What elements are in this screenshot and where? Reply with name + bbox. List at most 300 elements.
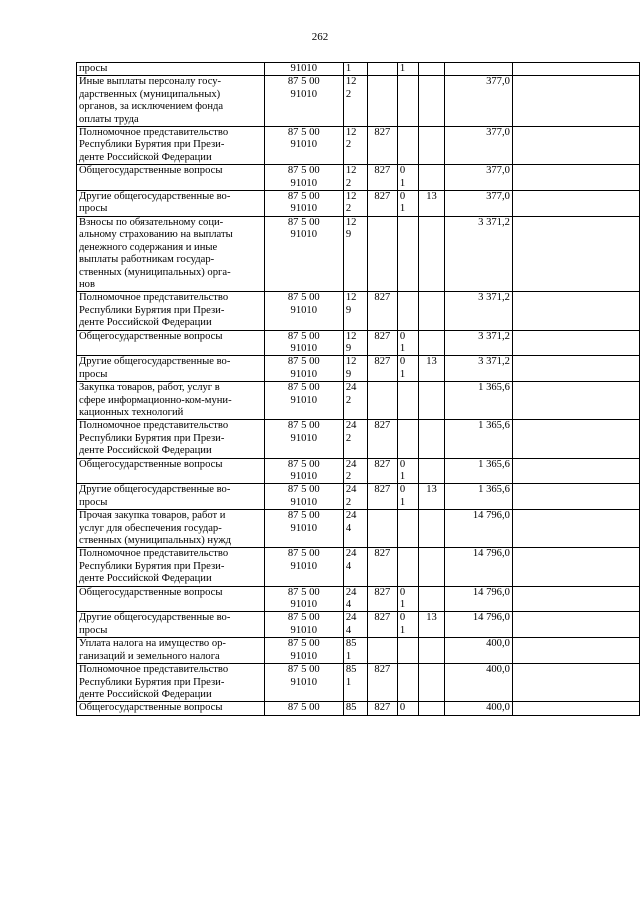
cell-name-line: органов, за исключением фонда	[79, 101, 224, 113]
cell-target-code	[264, 165, 343, 191]
cell-subsection: 13	[418, 612, 445, 638]
cell-target-code	[264, 420, 343, 458]
cell-extra	[512, 420, 639, 458]
cell-section	[397, 127, 418, 165]
cell-expense-type-line: 2	[345, 177, 352, 189]
cell-expense-type-line: 4	[345, 599, 352, 611]
table-row	[77, 484, 640, 510]
cell-name-line: Взносы по обязательному соци-	[79, 216, 224, 228]
cell-administrator: 827	[367, 484, 397, 510]
cell-section	[397, 191, 418, 217]
cell-name	[77, 458, 265, 484]
cell-section	[397, 484, 418, 510]
cell-expense-type-line: 9	[345, 304, 352, 316]
cell-name	[77, 76, 265, 127]
cell-subsection	[418, 382, 445, 420]
cell-target-code-line: 91010	[290, 432, 317, 444]
cell-section	[397, 638, 418, 664]
cell-section-line: 1	[399, 63, 406, 74]
cell-name-line: Полномочное представительство	[79, 548, 229, 560]
cell-section	[397, 458, 418, 484]
cell-target-code-line: 87 5 00	[287, 165, 320, 177]
cell-expense-type	[343, 664, 367, 702]
table-row	[77, 702, 640, 715]
cell-target-code-line: 91010	[290, 304, 317, 316]
cell-amount: 3 371,2	[445, 330, 513, 356]
cell-target-code-line: 87 5 00	[287, 638, 320, 650]
cell-extra	[512, 63, 639, 76]
cell-name	[77, 356, 265, 382]
cell-expense-type-line: 12	[345, 165, 357, 177]
page-number: 262	[311, 31, 329, 43]
cell-expense-type-line: 2	[345, 394, 352, 406]
cell-extra	[512, 216, 639, 291]
cell-target-code	[264, 586, 343, 612]
cell-target-code-line: 91010	[290, 560, 317, 572]
cell-name-line: Полномочное представительство	[79, 292, 229, 304]
cell-name-line: выплаты работникам государ-	[79, 254, 215, 266]
cell-target-code-line: 91010	[290, 203, 317, 215]
cell-administrator	[367, 510, 397, 548]
cell-target-code-line: 87 5 00	[287, 216, 320, 228]
cell-name-line: услуг для обеспечения государ-	[79, 522, 222, 534]
cell-extra	[512, 76, 639, 127]
cell-name-line: денте Российской Федерации	[79, 445, 212, 457]
cell-expense-type-line: 24	[345, 612, 357, 624]
table-row	[77, 510, 640, 548]
table-body	[77, 63, 640, 716]
cell-name-line: Прочая закупка товаров, работ и	[79, 510, 226, 522]
cell-name-line: оплаты труда	[79, 113, 139, 125]
cell-section	[397, 702, 418, 715]
cell-amount: 1 365,6	[445, 382, 513, 420]
cell-name-line: Другие общегосударственные во-	[79, 191, 231, 203]
cell-section	[397, 216, 418, 291]
cell-name-line: Другие общегосударственные во-	[79, 484, 231, 496]
cell-name-line: Общегосударственные вопросы	[79, 586, 223, 598]
cell-target-code-line: 91010	[290, 177, 317, 189]
cell-name	[77, 510, 265, 548]
cell-target-code	[264, 484, 343, 510]
cell-amount: 3 371,2	[445, 356, 513, 382]
cell-section-line: 1	[399, 177, 406, 189]
table-row	[77, 664, 640, 702]
cell-subsection	[418, 664, 445, 702]
cell-subsection	[418, 702, 445, 715]
cell-section-line: 0	[399, 586, 406, 598]
cell-target-code-line: 87 5 00	[287, 191, 320, 203]
cell-extra	[512, 510, 639, 548]
cell-expense-type	[343, 586, 367, 612]
cell-section	[397, 292, 418, 330]
cell-subsection	[418, 165, 445, 191]
cell-name	[77, 548, 265, 586]
cell-expense-type	[343, 216, 367, 291]
cell-name-line: Закупка товаров, работ, услуг в	[79, 382, 220, 394]
cell-expense-type	[343, 292, 367, 330]
cell-name-line: просы	[79, 496, 108, 508]
cell-target-code-line: 87 5 00	[287, 127, 320, 139]
cell-expense-type-line: 85	[345, 664, 357, 676]
cell-expense-type	[343, 127, 367, 165]
cell-target-code-line: 87 5 00	[287, 420, 320, 432]
budget-table	[76, 62, 640, 716]
cell-subsection	[418, 76, 445, 127]
cell-subsection	[418, 586, 445, 612]
cell-section-line: 0	[399, 612, 406, 624]
cell-name-line: просы	[79, 203, 108, 215]
cell-target-code-line: 91010	[290, 650, 317, 662]
cell-extra	[512, 356, 639, 382]
cell-administrator: 827	[367, 165, 397, 191]
cell-target-code-line: 87 5 00	[287, 292, 320, 304]
cell-name	[77, 638, 265, 664]
cell-name-line: денте Российской Федерации	[79, 151, 212, 163]
cell-section	[397, 586, 418, 612]
cell-name-line: альному страхованию на выплаты	[79, 229, 233, 241]
cell-section-line: 1	[399, 624, 406, 636]
cell-name-line: денте Российской Федерации	[79, 317, 212, 329]
cell-name-line: Уплата налога на имущество ор-	[79, 638, 226, 650]
cell-amount: 14 796,0	[445, 510, 513, 548]
cell-section-line: 0	[399, 356, 406, 368]
table-row	[77, 356, 640, 382]
cell-expense-type-line: 1	[345, 676, 352, 688]
cell-amount: 377,0	[445, 127, 513, 165]
cell-expense-type-line: 12	[345, 127, 357, 139]
cell-section	[397, 382, 418, 420]
cell-name	[77, 330, 265, 356]
cell-subsection	[418, 330, 445, 356]
cell-name-line: Республики Бурятия при Прези-	[79, 304, 225, 316]
cell-subsection: 13	[418, 191, 445, 217]
cell-expense-type-line: 24	[345, 420, 357, 432]
cell-name-line: Республики Бурятия при Прези-	[79, 139, 225, 151]
cell-expense-type-line: 2	[345, 471, 352, 482]
table-row	[77, 548, 640, 586]
cell-section	[397, 548, 418, 586]
cell-section	[397, 165, 418, 191]
cell-subsection	[418, 458, 445, 484]
cell-target-code-line: 91010	[290, 676, 317, 688]
cell-name-line: Полномочное представительство	[79, 420, 229, 432]
cell-target-code-line: 91010	[290, 394, 317, 406]
cell-administrator: 827	[367, 330, 397, 356]
cell-target-code	[264, 664, 343, 702]
table-row	[77, 292, 640, 330]
table-row	[77, 458, 640, 484]
cell-name-line: Общегосударственные вопросы	[79, 330, 223, 342]
cell-expense-type-line: 2	[345, 88, 352, 100]
cell-expense-type-line: 24	[345, 510, 357, 522]
cell-section	[397, 356, 418, 382]
cell-target-code-line: 91010	[290, 522, 317, 534]
cell-target-code-line: 87 5 00	[287, 664, 320, 676]
cell-expense-type	[343, 356, 367, 382]
table-row	[77, 330, 640, 356]
cell-name-line: Общегосударственные вопросы	[79, 458, 223, 470]
cell-target-code	[264, 612, 343, 638]
table-row	[77, 76, 640, 127]
cell-expense-type	[343, 638, 367, 664]
cell-expense-type-line: 4	[345, 560, 352, 572]
cell-expense-type-line: 12	[345, 191, 357, 203]
cell-administrator	[367, 638, 397, 664]
cell-name	[77, 127, 265, 165]
cell-target-code-line: 91010	[290, 342, 317, 354]
cell-target-code-line: 91010	[290, 139, 317, 151]
cell-administrator	[367, 382, 397, 420]
cell-target-code-line: 87 5 00	[287, 356, 320, 368]
cell-administrator: 827	[367, 586, 397, 612]
cell-expense-type-line: 2	[345, 139, 352, 151]
cell-expense-type	[343, 484, 367, 510]
cell-expense-type-line: 9	[345, 368, 352, 380]
cell-section-line: 0	[399, 484, 406, 496]
cell-name	[77, 664, 265, 702]
cell-section-line: 0	[399, 191, 406, 203]
cell-target-code-line: 87 5 00	[287, 76, 320, 88]
cell-amount: 3 371,2	[445, 292, 513, 330]
cell-extra	[512, 548, 639, 586]
cell-name-line: ственных (муниципальных) орга-	[79, 266, 231, 278]
cell-target-code	[264, 702, 343, 715]
cell-name	[77, 216, 265, 291]
cell-extra	[512, 638, 639, 664]
cell-name-line: просы	[79, 63, 108, 74]
cell-expense-type-line: 12	[345, 292, 357, 304]
cell-name-line: Полномочное представительство	[79, 127, 229, 139]
cell-extra	[512, 330, 639, 356]
table-row	[77, 420, 640, 458]
table-row	[77, 638, 640, 664]
cell-subsection	[418, 548, 445, 586]
table-row	[77, 165, 640, 191]
cell-amount: 377,0	[445, 165, 513, 191]
cell-target-code-line: 91010	[290, 63, 317, 74]
cell-name	[77, 63, 265, 76]
cell-extra	[512, 191, 639, 217]
cell-expense-type	[343, 76, 367, 127]
table-row	[77, 612, 640, 638]
cell-target-code-line: 87 5 00	[287, 548, 320, 560]
cell-extra	[512, 458, 639, 484]
table-row	[77, 216, 640, 291]
cell-section	[397, 664, 418, 702]
cell-section	[397, 510, 418, 548]
cell-name-line: Общегосударственные вопросы	[79, 702, 223, 714]
cell-name-line: нов	[79, 278, 95, 290]
cell-subsection	[418, 216, 445, 291]
cell-target-code	[264, 510, 343, 548]
cell-name	[77, 702, 265, 715]
cell-expense-type-line: 1	[345, 650, 352, 662]
cell-administrator: 827	[367, 191, 397, 217]
cell-target-code-line: 91010	[290, 471, 317, 482]
cell-expense-type	[343, 191, 367, 217]
cell-target-code-line: 91010	[290, 88, 317, 100]
cell-target-code	[264, 458, 343, 484]
cell-administrator	[367, 216, 397, 291]
cell-expense-type-line: 2	[345, 203, 352, 215]
cell-subsection: 13	[418, 484, 445, 510]
cell-administrator: 827	[367, 664, 397, 702]
cell-subsection	[418, 420, 445, 458]
cell-extra	[512, 484, 639, 510]
cell-expense-type-line: 24	[345, 484, 357, 496]
cell-name	[77, 191, 265, 217]
cell-extra	[512, 612, 639, 638]
cell-subsection	[418, 127, 445, 165]
cell-name	[77, 586, 265, 612]
cell-name-line: ственных (муниципальных) нужд	[79, 535, 231, 547]
cell-expense-type-line: 9	[345, 229, 352, 241]
cell-target-code	[264, 356, 343, 382]
cell-name-line: денежного содержания и иные	[79, 241, 218, 253]
cell-expense-type-line: 12	[345, 76, 357, 88]
cell-expense-type-line: 24	[345, 382, 357, 394]
cell-expense-type	[343, 548, 367, 586]
cell-target-code	[264, 548, 343, 586]
cell-extra	[512, 165, 639, 191]
cell-target-code	[264, 127, 343, 165]
cell-name	[77, 165, 265, 191]
cell-amount: 377,0	[445, 191, 513, 217]
cell-extra	[512, 702, 639, 715]
cell-expense-type-line: 85	[345, 638, 357, 650]
cell-name-line: Общегосударственные вопросы	[79, 165, 223, 177]
cell-section-line: 1	[399, 496, 406, 508]
cell-extra	[512, 127, 639, 165]
cell-subsection	[418, 510, 445, 548]
cell-administrator: 827	[367, 292, 397, 330]
cell-section	[397, 612, 418, 638]
cell-expense-type-line: 4	[345, 624, 352, 636]
cell-amount: 3 371,2	[445, 216, 513, 291]
table-row	[77, 127, 640, 165]
cell-name	[77, 484, 265, 510]
cell-target-code-line: 87 5 00	[287, 510, 320, 522]
cell-section-line: 1	[399, 599, 406, 611]
cell-section-line: 0	[399, 702, 406, 714]
cell-target-code	[264, 292, 343, 330]
cell-amount: 14 796,0	[445, 586, 513, 612]
cell-expense-type-line: 12	[345, 330, 357, 342]
cell-name-line: просы	[79, 368, 108, 380]
cell-section	[397, 420, 418, 458]
cell-extra	[512, 586, 639, 612]
cell-target-code-line: 91010	[290, 368, 317, 380]
cell-target-code	[264, 330, 343, 356]
cell-expense-type	[343, 612, 367, 638]
cell-administrator: 827	[367, 127, 397, 165]
cell-extra	[512, 382, 639, 420]
cell-amount: 1 365,6	[445, 484, 513, 510]
cell-target-code	[264, 638, 343, 664]
cell-section-line: 1	[399, 342, 406, 354]
cell-target-code-line: 91010	[290, 624, 317, 636]
table-row	[77, 382, 640, 420]
cell-section-line: 0	[399, 330, 406, 342]
cell-name-line: Республики Бурятия при Прези-	[79, 560, 225, 572]
cell-name	[77, 612, 265, 638]
cell-target-code	[264, 382, 343, 420]
cell-amount: 400,0	[445, 638, 513, 664]
cell-name-line: Другие общегосударственные во-	[79, 612, 231, 624]
cell-name-line: сфере информационно-ком-муни-	[79, 394, 232, 406]
cell-amount: 400,0	[445, 664, 513, 702]
cell-target-code-line: 91010	[290, 496, 317, 508]
cell-expense-type	[343, 63, 367, 76]
cell-expense-type	[343, 702, 367, 715]
cell-target-code-line: 91010	[290, 229, 317, 241]
cell-name-line: денте Российской Федерации	[79, 688, 212, 700]
cell-name-line: Иные выплаты персоналу госу-	[79, 76, 222, 88]
cell-subsection	[418, 63, 445, 76]
cell-amount: 1 365,6	[445, 420, 513, 458]
cell-name-line: Полномочное представительство	[79, 664, 229, 676]
cell-expense-type-line: 4	[345, 522, 352, 534]
cell-target-code	[264, 216, 343, 291]
cell-expense-type	[343, 420, 367, 458]
cell-expense-type-line: 85	[345, 702, 357, 714]
cell-name-line: кационных технологий	[79, 406, 184, 418]
cell-expense-type	[343, 458, 367, 484]
cell-section	[397, 76, 418, 127]
cell-extra	[512, 664, 639, 702]
cell-administrator: 827	[367, 548, 397, 586]
cell-amount	[445, 63, 513, 76]
cell-expense-type	[343, 510, 367, 548]
cell-name-line: ганизаций и земельного налога	[79, 650, 220, 662]
cell-expense-type-line: 12	[345, 216, 357, 228]
cell-name-line: дарственных (муниципальных)	[79, 88, 221, 100]
cell-amount: 377,0	[445, 76, 513, 127]
cell-section	[397, 63, 418, 76]
cell-expense-type-line: 24	[345, 548, 357, 560]
cell-target-code-line: 87 5 00	[287, 612, 320, 624]
cell-name	[77, 292, 265, 330]
cell-name-line: Республики Бурятия при Прези-	[79, 676, 225, 688]
cell-expense-type-line: 1	[345, 63, 352, 74]
cell-subsection: 13	[418, 356, 445, 382]
cell-amount: 400,0	[445, 702, 513, 715]
cell-extra	[512, 292, 639, 330]
cell-target-code-line: 87 5 00	[287, 330, 320, 342]
cell-administrator: 827	[367, 612, 397, 638]
cell-section	[397, 330, 418, 356]
cell-target-code-line: 87 5 00	[287, 382, 320, 394]
cell-expense-type	[343, 330, 367, 356]
cell-administrator	[367, 63, 397, 76]
cell-administrator: 827	[367, 702, 397, 715]
cell-amount: 1 365,6	[445, 458, 513, 484]
cell-section-line: 1	[399, 203, 406, 215]
table-row	[77, 63, 640, 76]
cell-target-code	[264, 191, 343, 217]
cell-administrator: 827	[367, 458, 397, 484]
cell-section-line: 1	[399, 368, 406, 380]
cell-expense-type-line: 2	[345, 432, 352, 444]
cell-section-line: 0	[399, 165, 406, 177]
cell-section-line: 1	[399, 471, 406, 482]
cell-name-line: денте Российской Федерации	[79, 573, 212, 585]
cell-target-code-line: 87 5 00	[287, 484, 320, 496]
cell-expense-type	[343, 165, 367, 191]
cell-name-line: Республики Бурятия при Прези-	[79, 432, 225, 444]
cell-administrator: 827	[367, 356, 397, 382]
cell-target-code-line: 91010	[290, 599, 317, 611]
